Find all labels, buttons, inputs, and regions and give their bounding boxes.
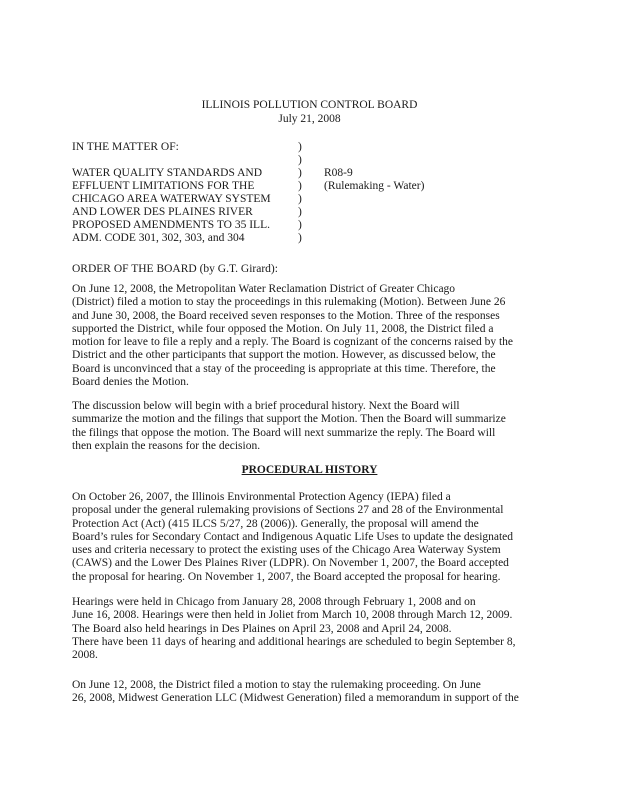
caption-block xyxy=(72,167,532,245)
order-heading: ORDER OF THE BOARD (by G.T. Girard): xyxy=(72,263,278,275)
caption-row xyxy=(72,193,532,206)
caption-paren: ) xyxy=(298,219,302,231)
caption-matter: IN THE MATTER OF: xyxy=(72,141,179,153)
body-paragraph: The discussion below will begin with a brief procedural history. Next the Board will summarize the motion and the filings that support the Motion. Then the Board will summarize the filings that oppose the motion. The Board will next summarize the reply. The Board will then explain the reasons for the decision. xyxy=(72,400,506,452)
caption-row xyxy=(72,232,532,245)
caption-title-line: WATER QUALITY STANDARDS AND xyxy=(72,167,262,179)
body-paragraph: On October 26, 2007, the Illinois Environmental Protection Agency (IEPA) filed a proposal under the general rulemaking provisions of Sections 27 and 28 of the Environmental Protection Act (Act) (415 ILCS 5/27, 28 (2006)). Generally, the proposal will amend the Board’s rules for Secondary Contact and Indigenous Aquatic Life Uses to update the designated uses and criteria necessary to protect the existing uses of the Chicago Area Waterway System (CAWS) and the Lower Des Plaines River (LDPR). On November 1, 2007, the Board accepted the proposal for hearing. On November 1, 2007, the Board accepted the proposal for hearing. xyxy=(72,491,514,583)
caption-row xyxy=(72,206,532,219)
docket-number: R08-9 xyxy=(324,167,353,179)
body-paragraph: Hearings were held in Chicago from January 28, 2008 through February 1, 2008 and on June 16, 2008. Hearings were then held in Joliet from March 10, 2008 through March 12, 2009. The Board also held hearings in Des Plaines on April 23, 2008 and April 24, 2008. There have been 11 days of hearing and additional hearings are scheduled to begin September 8, 2008. xyxy=(72,596,516,662)
caption-title-line: ADM. CODE 301, 302, 303, and 304 xyxy=(72,232,245,244)
section-heading: PROCEDURAL HISTORY xyxy=(241,464,378,476)
order-date: July 21, 2008 xyxy=(278,113,341,125)
board-title: ILLINOIS POLLUTION CONTROL BOARD xyxy=(201,99,418,111)
caption-paren: ) xyxy=(298,232,302,244)
caption-title-line: EFFLUENT LIMITATIONS FOR THE xyxy=(72,180,255,192)
caption-title-line: CHICAGO AREA WATERWAY SYSTEM xyxy=(72,193,271,205)
caption-title-line: PROPOSED AMENDMENTS TO 35 ILL. xyxy=(72,219,270,231)
caption-paren: ) xyxy=(298,141,302,153)
caption-row xyxy=(72,167,532,180)
caption-row xyxy=(72,180,532,193)
caption-row xyxy=(72,219,532,232)
body-paragraph: On June 12, 2008, the Metropolitan Water Reclamation District of Greater Chicago (District) filed a motion to stay the proceedings in this rulemaking (Motion). Between June 26 and June 30, 2008, the Board received seven responses to the Motion. Three of the responses supported the District, while four opposed the Motion. On July 11, 2008, the District filed a motion for leave to file a reply and a reply. The Board is cognizant of the concerns raised by the District and the other participants that support the motion. However, as discussed below, the Board is unconvinced that a stay of the proceeding is appropriate at this time. Therefore, the Board denies the Motion. xyxy=(72,283,513,389)
caption-paren: ) xyxy=(298,180,302,192)
caption-paren: ) xyxy=(298,206,302,218)
docket-type: (Rulemaking - Water) xyxy=(324,180,425,192)
caption-paren: ) xyxy=(298,193,302,205)
caption-paren: ) xyxy=(298,167,302,179)
body-paragraph: On June 12, 2008, the District filed a motion to stay the rulemaking proceeding. On June 26, 2008, Midwest Generation LLC (Midwest Generation) filed a memorandum in support of the xyxy=(72,679,519,705)
caption-title-line: AND LOWER DES PLAINES RIVER xyxy=(72,206,253,218)
caption-paren: ) xyxy=(298,154,302,166)
